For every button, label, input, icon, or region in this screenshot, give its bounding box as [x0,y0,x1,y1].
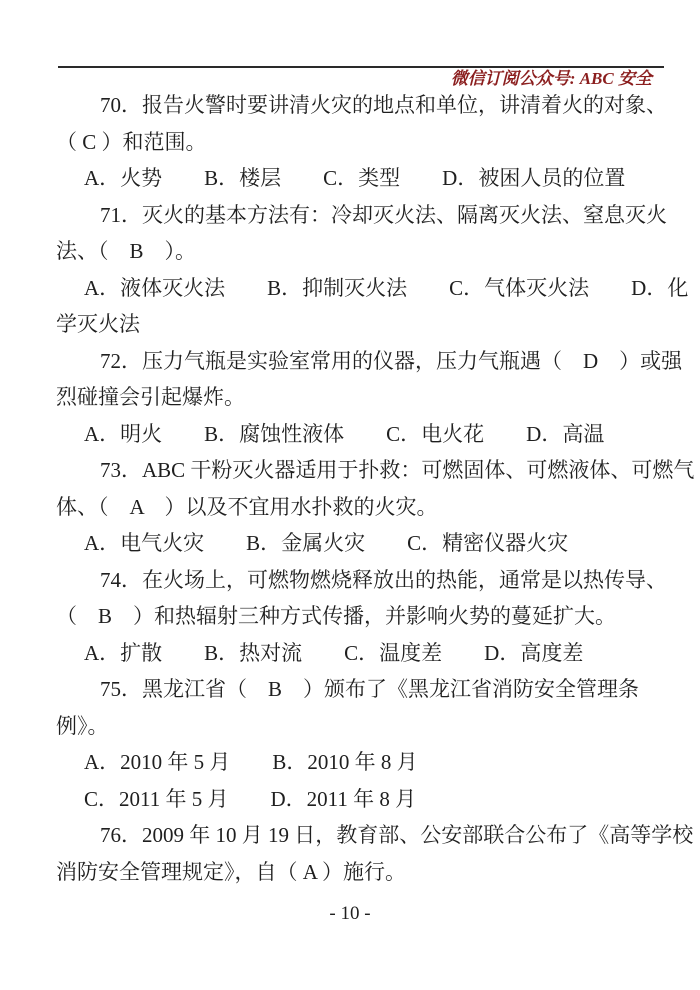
question-71-options-line-2: 学灭火法 [56,312,140,336]
question-73-line-1: 73．ABC 干粉灭火器适用于扑救：可燃固体、可燃液体、可燃气 [100,458,695,482]
question-72-options: A．明火 B．腐蚀性液体 C．电火花 D．高温 [84,421,605,446]
question-73-options: A．电气火灾 B．金属火灾 C．精密仪器火灾 [84,531,569,555]
header-brand-text: 微信订阅公众号: ABC 安全 [450,69,652,88]
question-75-options-line-2: C．2011 年 5 月 D．2011 年 8 月 [84,786,417,811]
question-75-options-line-1: A．2010 年 5 月 B．2010 年 8 月 [84,750,418,774]
question-70-line-1: 70．报告火警时要讲清火灾的地点和单位，讲清着火的对象、 [100,93,667,117]
question-76-line-2: 消防安全管理规定》，自（ A ）施行。 [56,859,407,884]
question-74-line-2: （ B ）和热辐射三种方式传播，并影响火势的蔓延扩大。 [56,604,617,628]
question-72-line-1: 72．压力气瓶是实验室常用的仪器，压力气瓶遇（ D ）或强 [100,348,683,373]
question-74-options: A．扩散 B．热对流 C．温度差 D．高度差 [84,640,584,665]
page-number: - 10 - [329,903,371,924]
header-rule [58,66,664,68]
question-76-line-1: 76．2009 年 10 月 19 日，教育部、公安部联合公布了《高等学校 [100,823,694,847]
question-73-line-2: 体、（ A ）以及不宜用水扑救的火灾。 [56,494,438,519]
question-71-line-2: 法、（ B ）。 [56,239,197,263]
question-70-options: A．火势 B．楼层 C．类型 D．被困人员的位置 [84,166,626,190]
question-75-line-1: 75．黑龙江省（ B ）颁布了《黑龙江省消防安全管理条 [100,677,640,701]
question-71-line-1: 71．灭火的基本方法有：冷却灭火法、隔离灭火法、窒息灭火 [100,202,667,227]
page-footer [0,903,700,925]
question-72-line-2: 烈碰撞会引起爆炸。 [56,385,245,409]
question-70-line-2: （ C ）和范围。 [56,129,207,154]
question-75-line-2: 例》。 [56,713,109,738]
question-list [56,87,695,890]
question-71-options-line-1: A．液体灭火法 B．抑制灭火法 C．气体灭火法 D．化 [84,275,689,300]
question-74-line-1: 74．在火场上，可燃物燃烧释放出的热能，通常是以热传导、 [100,567,667,592]
